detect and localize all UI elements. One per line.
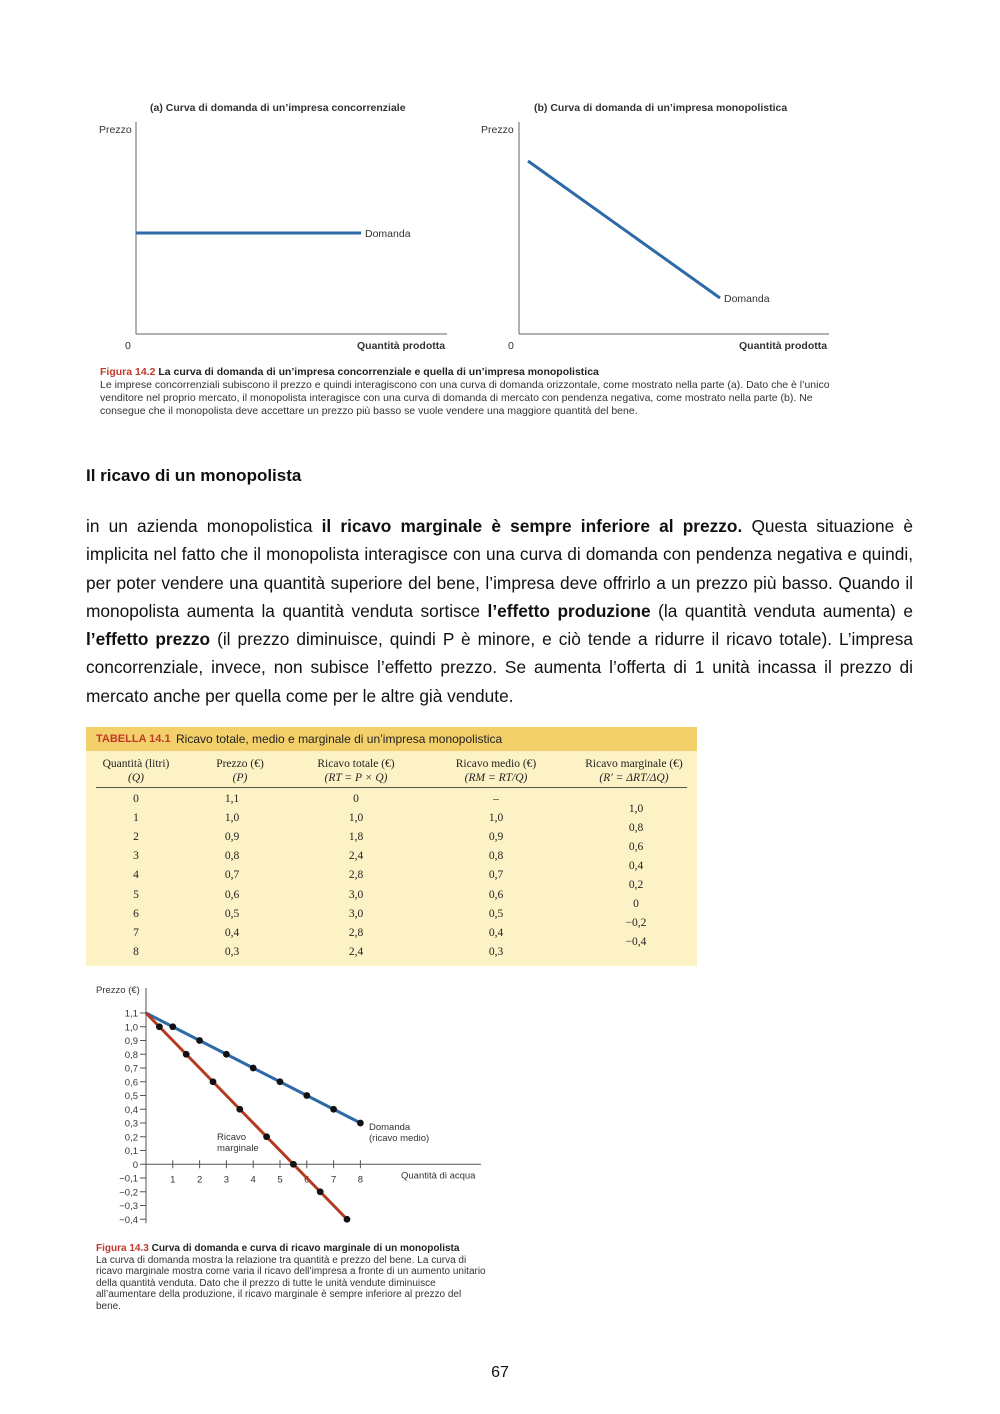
table-cell: 2,8 [348, 926, 364, 939]
y-tick-label: 0,7 [124, 1063, 138, 1075]
panel-b-x-label: Quantità prodotta [739, 340, 828, 352]
y-tick-label: 0,1 [124, 1146, 138, 1157]
caption-title: La curva di domanda di un’impresa concorrenziale e quella di un’impresa monopolistica [158, 366, 599, 378]
panel-a-x-label: Quantità prodotta [357, 340, 446, 352]
table-cell: 2,4 [348, 850, 364, 863]
data-point [223, 1051, 230, 1058]
demand-series-label: Domanda [369, 1122, 411, 1133]
y-tick-label: −0,2 [119, 1187, 138, 1199]
y-tick-label: 0,8 [124, 1049, 138, 1061]
data-point [303, 1092, 310, 1099]
x-tick-label: 3 [223, 1174, 230, 1186]
data-point [196, 1037, 203, 1044]
panel-b-title: (b) Curva di domanda di un’impresa monopolistica [534, 102, 788, 114]
data-point [210, 1078, 217, 1085]
col-header-total-revenue: Ricavo totale (€) (RT = P × Q) [317, 758, 395, 784]
y-tick-label: −0,1 [119, 1173, 138, 1185]
marginal-revenue-cell: 1,0 [628, 802, 644, 815]
table-cell: 1 [133, 812, 139, 825]
y-tick-label: 1,0 [124, 1022, 138, 1034]
x-tick-label: 7 [330, 1174, 337, 1186]
table-cell: 0 [353, 793, 359, 805]
data-point [250, 1065, 257, 1072]
table-cell: 0,6 [488, 888, 504, 901]
data-point [263, 1133, 270, 1140]
x-tick-label: 8 [357, 1174, 364, 1186]
table-cell: 1,1 [224, 793, 240, 805]
panel-a-curve-label: Domanda [365, 228, 411, 240]
table-cell: 8 [133, 945, 139, 958]
y-tick-label: 0,2 [124, 1132, 138, 1144]
x-tick-label: 4 [250, 1174, 256, 1186]
y-tick-label: 0,6 [124, 1077, 138, 1089]
marginal-series-label: marginale [217, 1142, 259, 1154]
y-tick-label: 0,5 [124, 1091, 138, 1102]
table-14-1 [86, 727, 697, 966]
table-cell: 3 [133, 850, 139, 863]
table-cell: 0,5 [224, 907, 240, 920]
col-header-marginal-revenue: Ricavo marginale (€) (R′ = ΔRT/ΔQ) [585, 758, 683, 784]
table-cell: 0,3 [224, 945, 240, 958]
marginal-revenue-cell: 0,8 [628, 821, 644, 834]
table-title: Ricavo totale, medio e marginale di un’impresa monopolistica [176, 732, 503, 746]
figure-14-2-axes [0, 0, 1000, 360]
data-point [156, 1023, 163, 1030]
table-header-bar [86, 727, 697, 751]
panel-b-origin: 0 [508, 340, 514, 352]
data-point [236, 1106, 243, 1113]
panel-a-origin: 0 [125, 340, 131, 352]
paragraph-bold: l’effetto prezzo [86, 629, 211, 650]
paragraph-text: in un azienda monopolistica [86, 516, 322, 536]
table-cell: 0,6 [224, 888, 240, 901]
y-tick-label: 0,4 [124, 1104, 138, 1116]
caption-head: Figura 14.3 [96, 1243, 149, 1254]
table-cell: 3,0 [348, 888, 364, 901]
y-tick-label: −0,3 [119, 1201, 138, 1212]
marginal-revenue-cell: 0,2 [628, 878, 644, 891]
table-cell: – [493, 793, 499, 805]
marginal-revenue-cell: 0,6 [628, 840, 644, 853]
table-cell: 0,5 [488, 907, 504, 920]
data-point [169, 1023, 176, 1030]
data-point [290, 1161, 297, 1168]
body-paragraph [86, 512, 913, 710]
table-cell: 0,7 [488, 869, 504, 882]
table-cell: 3,0 [348, 907, 364, 920]
table-cell: 6 [133, 907, 139, 920]
x-tick-label: 6 [304, 1174, 310, 1186]
table-cell: 0,7 [224, 869, 240, 882]
col-header-price: Prezzo (€) (P) [216, 758, 264, 784]
paragraph-text: (la quantità venduta aumenta) e [650, 600, 913, 621]
paragraph-text: Questa situazione è implicita nel fatto che il monopolista interagisce con una curva di domanda con pendenza negativa e quindi, per poter vendere una quantità superiore del bene, l’impresa deve offrirlo a un prezzo più basso. Quando il monopolista aumenta la quantità venduta sortisce [86, 516, 913, 621]
figure-14-2-caption [100, 366, 830, 418]
marginal-series-label: Ricavo [217, 1131, 247, 1143]
table-cell: 0,4 [224, 926, 240, 939]
table-divider [96, 787, 687, 788]
x-tick-label: 1 [170, 1174, 176, 1186]
data-point [357, 1120, 364, 1127]
marginal-revenue-cell: −0,2 [625, 917, 647, 930]
table-cell: 0,8 [488, 850, 504, 863]
panel-b-curve-label: Domanda [724, 293, 770, 305]
y-axis-label: Prezzo (€) [96, 985, 140, 996]
table-cell: 1,0 [348, 812, 364, 825]
caption-text: La curva di domanda mostra la relazione tra quantità e prezzo del bene. La curva di ricavo marginale mostra come varia il ricavo dell’impresa a fronte di un aumento unitario della quantità venduta. Dato che il prezzo di tutte le unità vendute diminuisce all’aumentare della produzione, il ricavo marginale è sempre inferiore al prezzo del bene. [96, 1254, 486, 1312]
data-point [317, 1188, 324, 1195]
panel-a-y-label: Prezzo [99, 124, 132, 136]
table-cell: 0,3 [488, 945, 504, 958]
marginal-revenue-cell: 0,4 [628, 859, 644, 872]
data-point [344, 1216, 351, 1223]
marginal-revenue-cell: 0 [633, 898, 639, 911]
y-tick-label: 0,9 [124, 1036, 138, 1047]
x-tick-label: 2 [196, 1174, 203, 1186]
table-cell: 2 [133, 831, 139, 844]
table-cell: 1,8 [348, 831, 364, 844]
y-tick-label: 0 [132, 1159, 138, 1171]
section-title: Il ricavo di un monopolista [86, 466, 302, 485]
page-number: 67 [491, 1364, 509, 1381]
x-tick-label: 5 [277, 1174, 283, 1186]
table-cell: 0,9 [488, 831, 504, 844]
data-point [183, 1051, 190, 1058]
x-axis-label: Quantità di acqua [401, 1170, 476, 1182]
figure-14-3-chart [86, 980, 506, 1238]
table-cell: 0,4 [488, 926, 504, 939]
paragraph-bold: l’effetto produzione [487, 600, 651, 621]
y-tick-label: 0,3 [124, 1118, 138, 1130]
table-cell: 1,0 [224, 812, 240, 825]
panel-a-title: (a) Curva di domanda di un’impresa concorrenziale [150, 102, 406, 114]
demand-series-label: (ricavo medio) [369, 1133, 430, 1144]
table-cell: 4 [133, 869, 139, 882]
col-header-average-revenue: Ricavo medio (€) (RM = RT/Q) [455, 758, 537, 784]
table-cell: 7 [133, 926, 139, 939]
caption-text: Le imprese concorrenziali subiscono il prezzo e quindi interagiscono con una curva di domanda orizzontale, come mostrato nella parte (a). Dato che è l’unico venditore nel proprio mercato, il monopolista interagisce con una curva di domanda di mercato con pendenza negativa, come mostrato nella parte (b). Ne consegue che il monopolista deve accettare un prezzo più basso se vuole vendere una maggiore quantità del bene. [100, 379, 830, 417]
table-cell: 0,9 [224, 831, 240, 844]
data-point [277, 1078, 284, 1085]
col-header-quantity: Quantità (litri) (Q) [102, 758, 170, 784]
table-cell: 5 [133, 888, 139, 901]
panel-b-demand-line [528, 161, 720, 298]
table-cell: 2,8 [348, 869, 364, 882]
paragraph-text: (il prezzo diminuisce, quindi P è minore, e ciò tende a ridurre il ricavo totale). L’impresa concorrenziale, invece, non subisce l’effetto prezzo. Se aumenta l’offerta di 1 unità incassa il prezzo di mercato anche per quella come per le altre già vendute. [86, 629, 913, 706]
data-point [330, 1106, 337, 1113]
table-label: TABELLA 14.1 [96, 733, 171, 745]
marginal-revenue-cell: −0,4 [625, 936, 647, 949]
table-cell: 2,4 [348, 945, 364, 958]
panel-b-y-label: Prezzo [481, 124, 514, 136]
table-cell: 1,0 [488, 812, 504, 825]
y-tick-label: 1,1 [124, 1008, 138, 1020]
table-cell: 0,8 [224, 850, 240, 863]
table-cell: 0 [133, 793, 139, 805]
caption-head: Figura 14.2 [100, 366, 156, 378]
series-line-1 [146, 1013, 347, 1219]
caption-title: Curva di domanda e curva di ricavo marginale di un monopolista [151, 1243, 460, 1254]
y-tick-label: −0,4 [119, 1214, 138, 1226]
figure-14-3-caption [96, 1243, 486, 1313]
paragraph-bold: il ricavo marginale è sempre inferiore al prezzo. [321, 516, 743, 536]
